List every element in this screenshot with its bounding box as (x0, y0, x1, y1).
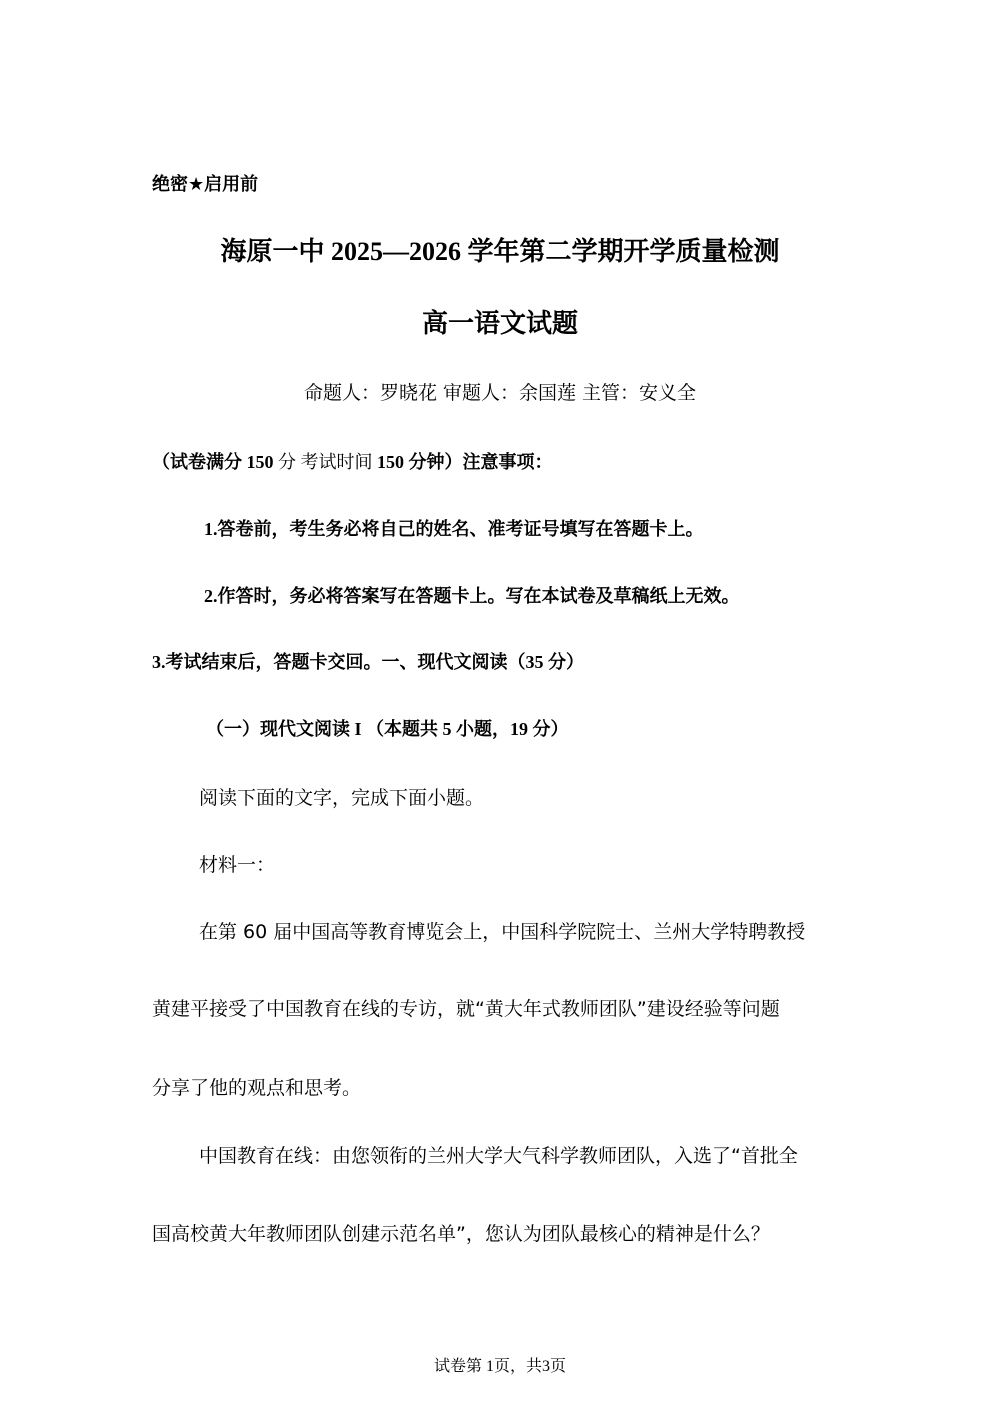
instruction-note-2: 2.作答时，务必将答案写在答题卡上。写在本试卷及草稿纸上无效。 (204, 586, 740, 606)
passage-line: 国高校黄大年教师团队创建示范名单”，您认为团队最核心的精神是什么？ (152, 1223, 770, 1245)
exam-title: 海原一中 2025—2026 学年第二学期开学质量检测 (220, 237, 780, 266)
subsection-title: （一）现代文阅读 I （本题共 5 小题，19 分） (206, 719, 569, 739)
exam-setters: 命题人：罗晓花 审题人：余国莲 主管：安义全 (303, 382, 697, 404)
instruction-note-3: 3.考试结束后，答题卡交回。一、现代文阅读（35 分） (152, 652, 584, 672)
reading-intro: 阅读下面的文字，完成下面小题。 (199, 787, 485, 809)
exam-subtitle: 高一语文试题 (421, 309, 578, 338)
exam-info (152, 452, 553, 474)
passage-line: 在第 60 届中国高等教育博览会上，中国科学院院士、兰州大学特聘教授 (199, 921, 806, 943)
material-label: 材料一： (199, 854, 276, 876)
confidential-label: 绝密★启用前 (152, 174, 259, 195)
instruction-note-1: 1.答卷前，考生务必将自己的姓名、准考证号填写在答题卡上。 (204, 519, 704, 539)
score-unit: 分 考试时间 (273, 452, 377, 472)
passage-line: 中国教育在线：由您领衔的兰州大学大气科学教师团队，入选了“首批全 (199, 1145, 798, 1167)
passage-line: 黄建平接受了中国教育在线的专访，就“黄大年式教师团队”建设经验等问题 (152, 998, 780, 1020)
score-time: 150 分钟）注意事项： (377, 452, 553, 472)
passage-line: 分享了他的观点和思考。 (152, 1077, 362, 1099)
score-prefix: （试卷满分 150 (152, 452, 274, 472)
page-footer: 试卷第 1页，共3页 (433, 1358, 566, 1375)
